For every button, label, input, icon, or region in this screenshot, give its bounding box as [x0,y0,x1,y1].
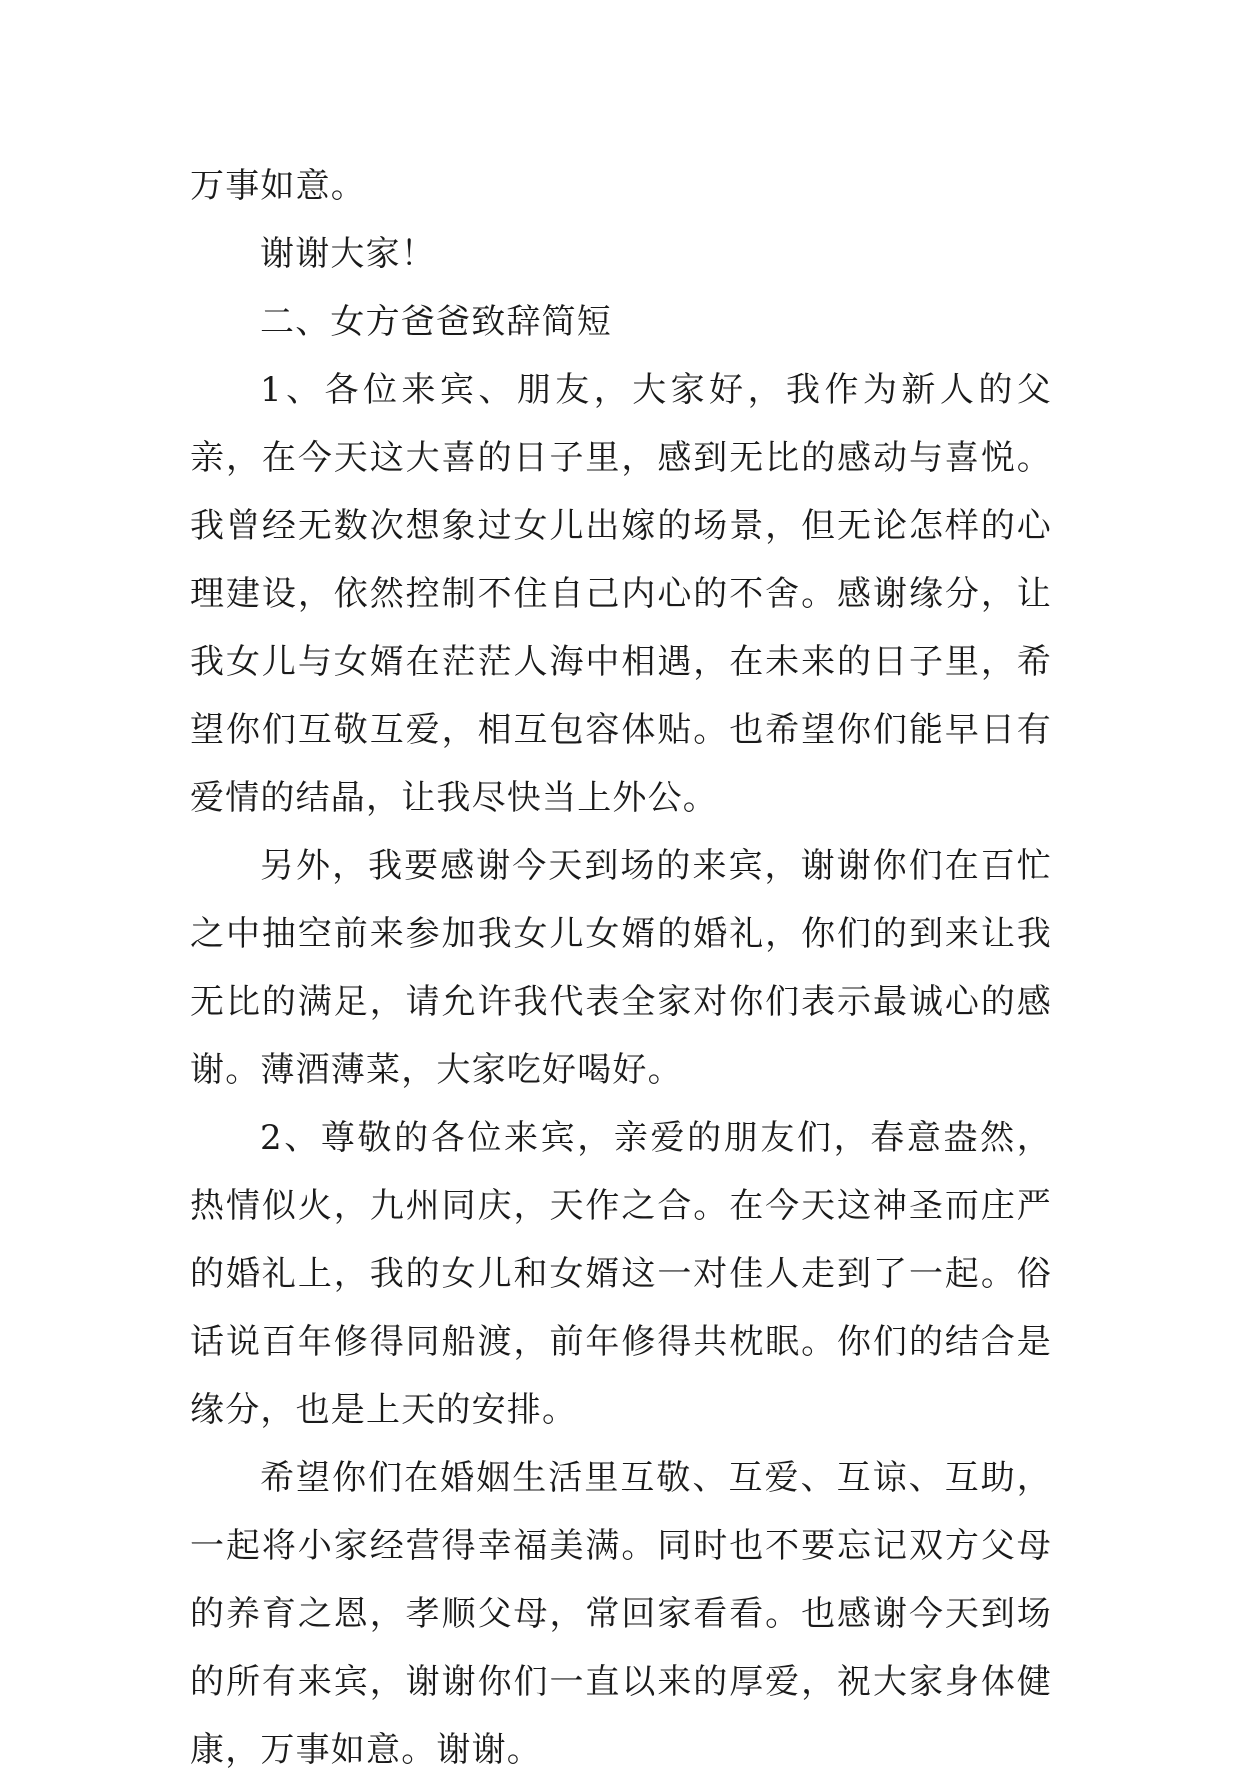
paragraph-speech-1: 1、各位来宾、朋友，大家好，我作为新人的父亲，在今天这大喜的日子里，感到无比的感动与喜悦。我曾经无数次想象过女儿出嫁的场景，但无论怎样的心理建设，依然控制不住自己内心的不舍。感谢缘分，让我女儿与女婿在茫茫人海中相遇，在未来的日子里，希望你们互敬互爱，相互包容体贴。也希望你们能早日有爱情的结晶，让我尽快当上外公。 [190,370,1052,818]
paragraph-speech-2-wishes: 希望你们在婚姻生活里互敬、互爱、互谅、互助，一起将小家经营得幸福美满。同时也不要忘记双方父母的养育之恩，孝顺父母，常回家看看。也感谢今天到场的所有来宾，谢谢你们一直以来的厚爱，祝大家身体健康，万事如意。谢谢。 [190,1458,1052,1770]
paragraph-thanks: 谢谢大家！ [260,234,436,274]
paragraph-closing-wish: 万事如意。 [190,166,366,206]
document-body [190,152,1052,1784]
paragraph-speech-2: 2、尊敬的各位来宾，亲爱的朋友们，春意盎然，热情似火，九州同庆，天作之合。在今天这神圣而庄严的婚礼上，我的女儿和女婿这一对佳人走到了一起。俗话说百年修得同船渡，前年修得共枕眠。你们的结合是缘分，也是上天的安排。 [190,1118,1052,1430]
section-heading: 二、女方爸爸致辞简短 [260,302,612,342]
paragraph-speech-1-thanks: 另外，我要感谢今天到场的来宾，谢谢你们在百忙之中抽空前来参加我女儿女婿的婚礼，你们的到来让我无比的满足，请允许我代表全家对你们表示最诚心的感谢。薄酒薄菜，大家吃好喝好。 [190,846,1052,1090]
